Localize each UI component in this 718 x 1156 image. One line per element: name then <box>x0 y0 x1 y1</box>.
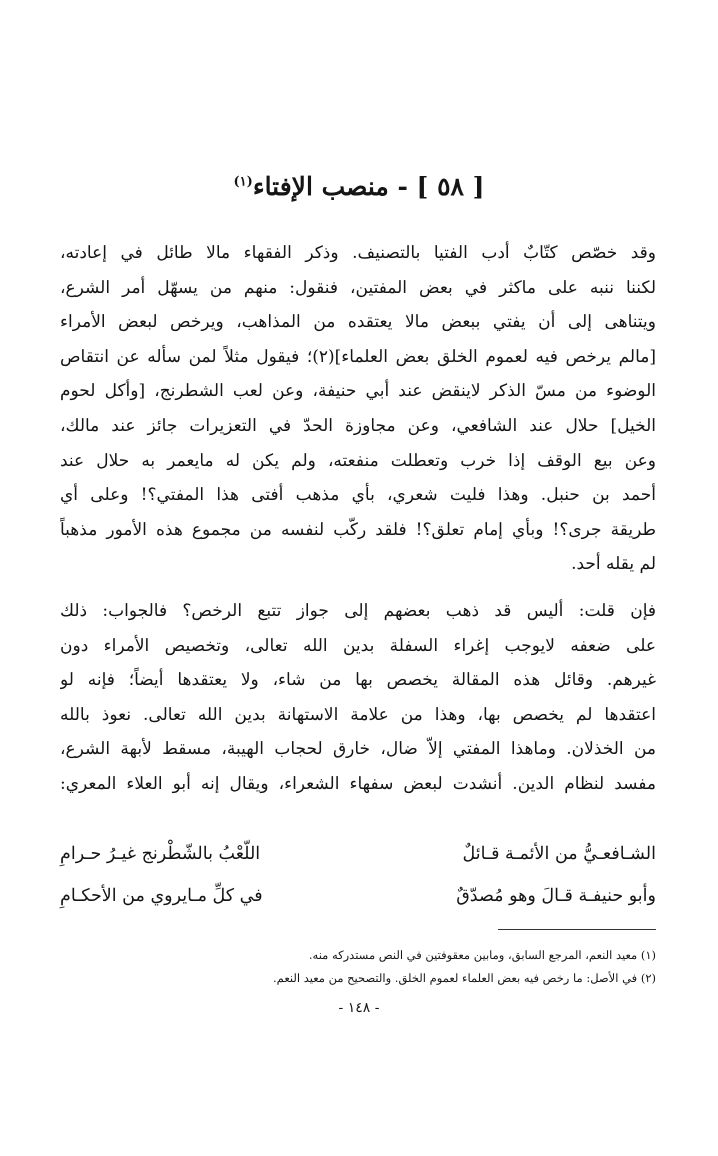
chapter-footnote-ref: (١) <box>233 174 253 190</box>
verse-1-second-hemistich: اللّعْبُ بالشّطْرنج غيـرُ حـرامِ <box>60 844 261 864</box>
text-line: الوضوء من مسّ الذكر لاينقض عند أبي حنيفة، وعن لعب الشطرنج، [وأكل لحوم <box>60 381 656 402</box>
verse-2-first-hemistich: وأبو حنيفـة قـالَ وهو مُصدّقٌ <box>456 886 656 906</box>
chapter-heading <box>70 172 648 201</box>
text-line: الخيل] حلال عند الشافعي، وعن مجاوزة الحدّ في التعزيرات جائز عند مالك، <box>60 415 656 436</box>
poem-verse-1 <box>60 834 656 874</box>
text-line: وعن بيع الوقف إذا خرب وتعطلت منفعته، ولم يكن له مايعمر به حلال عند <box>60 450 656 471</box>
text-line: لم يقله أحد. <box>571 554 656 575</box>
footnote-2: (٢) في الأصل: ما رخص فيه بعض العلماء لعموم الخلق. والتصحيح من معيد النعم. <box>273 971 656 985</box>
text-line: من الخذلان. وماهذا المفتي إلاّ ضال، خارق لحجاب الهيبة، مسقط لأبهة الشرع، <box>60 739 656 760</box>
text-line: [مالم يرخص فيه لعموم الخلق بعض العلماء](٢)؛ فيقول مثلاً لمن سأله عن انتقاص <box>60 346 656 367</box>
paragraph-gap <box>60 582 656 594</box>
body-text <box>60 236 656 802</box>
chapter-title: [ ٥٨ ] - منصب الإفتاء <box>252 172 485 201</box>
paragraph-2 <box>60 594 656 802</box>
poem-verse-2 <box>60 876 656 916</box>
text-line: اعتقدها لم يخصص بها، وهذا من علامة الاستهانة بدين الله تعالى. نعوذ بالله <box>60 704 656 725</box>
text-line: غيرهم. وقائل هذه المقالة يخصص بها من شاء، ولا يعتقدها أيضاً؛ فإنه لو <box>60 670 656 691</box>
page-number: - ١٤٨ - <box>338 1000 380 1016</box>
footnote-1: (١) معيد النعم، المرجع السابق، ومابين معقوفتين في النص مستدركه منه. <box>308 948 656 962</box>
paragraph-1 <box>60 236 656 582</box>
footnote-divider <box>498 929 656 930</box>
text-line: مفسد لنظام الدين. أنشدت لبعض سفهاء الشعراء، ويقال إنه أبو العلاء المعري: <box>60 773 656 794</box>
verse-1-first-hemistich: الشـافعـيُّ من الأئمـة قـائلٌ <box>462 844 656 864</box>
text-line: على ضعفه لايوجب إغراء السفلة بدين الله تعالى، وتخصيص الأمراء دون <box>60 635 656 656</box>
footnotes <box>60 944 656 990</box>
text-line: ويتناهى إلى أن يفتي ببعض مالا يعتقده من المذاهب، ويرخص لبعض الأمراء <box>60 312 656 333</box>
text-line: وقد خصّص كتّابٌ أدب الفتيا بالتصنيف. وذكر الفقهاء مالا طائل في إعادته، <box>60 243 656 263</box>
text-line: فإن قلت: أليس قد ذهب بعضهم إلى جواز تتبع الرخص؟ فالجواب: ذلك <box>60 600 656 621</box>
text-line: أحمد بن حنبل. وهذا فليت شعري، بأي مذهب أفتى هذا المفتي؟! وعلى أي <box>60 485 656 506</box>
text-line: طريقة جرى؟! وبأي إمام تعلق؟! فلقد ركّب لنفسه من مجموع هذه الأمور مذهباً <box>60 519 656 540</box>
text-line: لكننا ننبه على ماكثر في بعض المفتين، فنقول: منهم من يسهّل أمر الشرع، <box>60 277 656 298</box>
verse-2-second-hemistich: في كلِّ مـايروي من الأحكـامِ <box>60 886 263 906</box>
